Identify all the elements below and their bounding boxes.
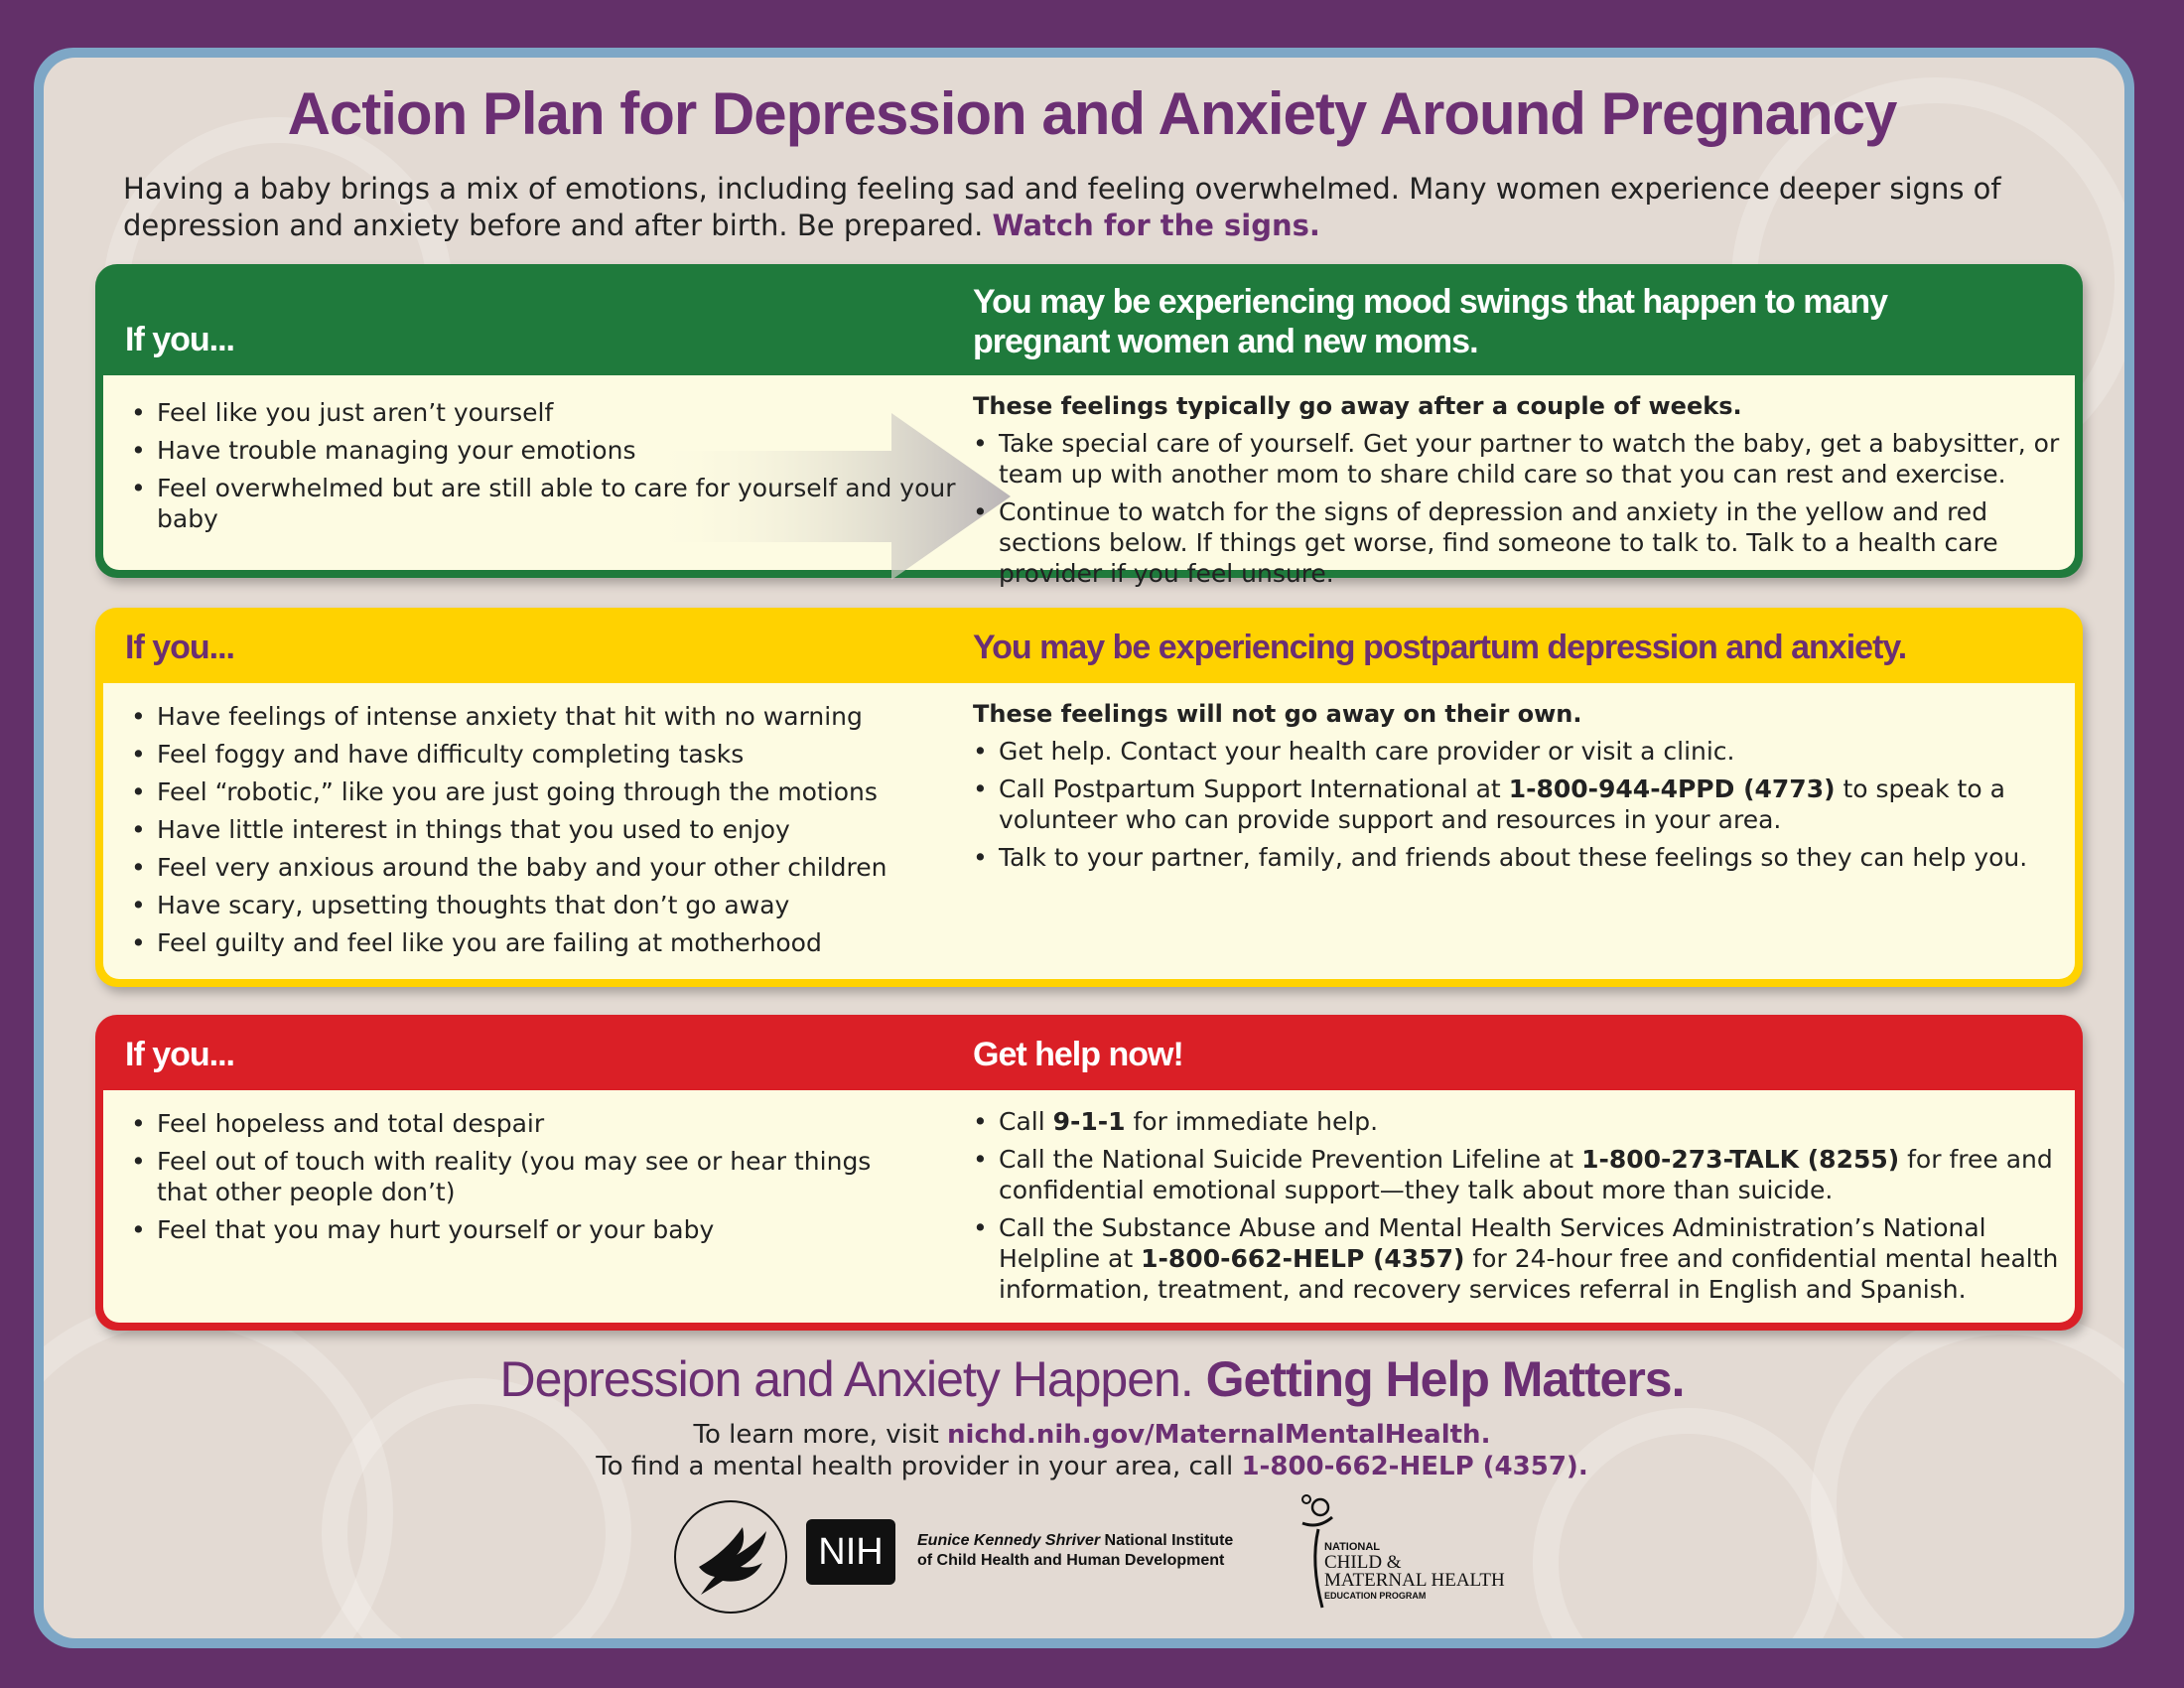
list-item xyxy=(973,1106,2075,1137)
list-item xyxy=(973,1144,2075,1205)
yellow-if-label: If you... xyxy=(125,629,234,666)
intro-highlight: Watch for the signs. xyxy=(992,209,1320,242)
nih-logo: NIH xyxy=(806,1519,895,1585)
yellow-section-header xyxy=(95,608,2083,683)
list-item: • Take special care of yourself. Get your partner to watch the baby, get a babysitter, or team up with another mom to share child care so that you can rest and exercise. xyxy=(973,428,2075,490)
yellow-symptom-list xyxy=(131,701,965,965)
red-symptom-list xyxy=(131,1108,925,1252)
yellow-section-body xyxy=(103,683,2075,979)
find-provider-line xyxy=(0,1452,2184,1481)
list-item: • Get help. Contact your health care provider or visit a clinic. xyxy=(973,736,2075,767)
list-item: • Feel hopeless and total despair xyxy=(131,1108,925,1139)
list-item: • Feel like you just aren’t yourself xyxy=(131,397,1005,428)
intro-text: Having a baby brings a mix of emotions, including feeling sad and feeling overwhelmed. Many women experience deeper signs of depression and anxiety before and after birth. Be prepared. xyxy=(123,172,2001,242)
action-text: Call xyxy=(999,1107,1053,1136)
list-item: • Continue to watch for the signs of depression and anxiety in the yellow and red sections below. If things get worse, find someone to talk to. Talk to a health care provider if you feel unsure. xyxy=(973,496,2075,589)
tagline-light: Depression and Anxiety Happen. xyxy=(499,1351,1193,1407)
list-item: • Feel “robotic,” like you are just going through the motions xyxy=(131,776,965,807)
list-item xyxy=(973,1212,2075,1305)
tagline xyxy=(0,1350,2184,1408)
list-item xyxy=(973,774,2075,835)
learn-text: To learn more, visit xyxy=(693,1420,948,1450)
action-text: for free and confidential emotional support—they talk about more than suicide. xyxy=(999,1145,2053,1204)
list-item: • Feel out of touch with reality (you may see or hear things that other people don’t) xyxy=(131,1146,925,1207)
hhs-eagle-seal-icon xyxy=(671,1497,790,1617)
learn-text: . xyxy=(1480,1420,1491,1450)
phone-number: 1-800-662-HELP (4357) xyxy=(1141,1244,1465,1273)
green-section-header xyxy=(95,264,2083,375)
list-item: • Have trouble managing your emotions xyxy=(131,435,1005,466)
action-text: Call Postpartum Support International at xyxy=(999,774,1509,803)
page-title: Action Plan for Depression and Anxiety Around Pregnancy xyxy=(287,80,1897,147)
yellow-heading: You may be experiencing postpartum depression and anxiety. xyxy=(973,629,1907,666)
phone-number: 1-800-662-HELP (4357) xyxy=(1241,1452,1578,1481)
green-action-list xyxy=(973,428,2075,589)
learn-more-line xyxy=(0,1420,2184,1450)
green-if-label: If you... xyxy=(125,321,234,358)
red-action-column xyxy=(973,1106,2075,1312)
green-section xyxy=(95,264,2083,588)
action-text: for immediate help. xyxy=(1125,1107,1379,1136)
mchb-line2: CHILD & xyxy=(1324,1552,1402,1573)
green-action-column xyxy=(973,391,2075,596)
yellow-lead: These feelings will not go away on their own. xyxy=(973,700,1582,728)
list-item: • Feel guilty and feel like you are failing at motherhood xyxy=(131,927,965,958)
find-text: To find a mental health provider in your area, call xyxy=(596,1452,1242,1481)
phone-number: 9-1-1 xyxy=(1052,1107,1126,1136)
mchb-line3: MATERNAL HEALTH xyxy=(1324,1570,1505,1591)
tagline-bold: Getting Help Matters. xyxy=(1205,1351,1685,1407)
red-action-list xyxy=(973,1106,2075,1305)
list-item: • Feel that you may hurt yourself or your baby xyxy=(131,1214,925,1245)
website-link[interactable]: nichd.nih.gov/MaternalMentalHealth xyxy=(947,1420,1481,1450)
list-item: • Talk to your partner, family, and friends about these feelings so they can help you. xyxy=(973,842,2075,873)
red-if-label: If you... xyxy=(125,1036,234,1073)
action-text: to speak to a volunteer who can provide support and resources in your area. xyxy=(999,774,2005,834)
list-item: • Have scary, upsetting thoughts that don’t go away xyxy=(131,890,965,920)
red-section-header xyxy=(95,1015,2083,1090)
action-text: Call the Substance Abuse and Mental Health Services Administration’s National Helpline at xyxy=(999,1213,1986,1273)
red-section xyxy=(95,1015,2083,1331)
green-heading: You may be experiencing mood swings that happen to many pregnant women and new moms. xyxy=(973,283,1888,360)
phone-number: 1-800-944-4PPD (4773) xyxy=(1508,774,1836,803)
nichd-name xyxy=(917,1531,1275,1571)
list-item: • Feel overwhelmed but are still able to care for yourself and your baby xyxy=(131,473,1005,534)
list-item: • Feel very anxious around the baby and your other children xyxy=(131,852,965,883)
yellow-section xyxy=(95,608,2083,987)
nichd-rest: National Institute xyxy=(1104,1532,1234,1549)
action-text: for 24-hour free and confidential mental health information, treatment, and recovery services referral in English and Spanish. xyxy=(999,1244,2059,1304)
nichd-line1 xyxy=(917,1531,1275,1551)
list-item: • Feel foggy and have difficulty completing tasks xyxy=(131,739,965,770)
green-symptom-list xyxy=(131,397,1005,541)
mchb-line1: NATIONAL xyxy=(1324,1541,1381,1553)
yellow-action-list xyxy=(973,736,2075,873)
mchb-line4: EDUCATION PROGRAM xyxy=(1324,1591,1427,1601)
action-text: Call the National Suicide Prevention Lifeline at xyxy=(999,1145,1582,1174)
red-section-body xyxy=(103,1090,2075,1323)
nichd-italic: Eunice Kennedy Shriver xyxy=(917,1532,1101,1549)
mchb-name xyxy=(1324,1541,1523,1602)
yellow-action-column xyxy=(973,699,2075,880)
list-item: • Have little interest in things that you used to enjoy xyxy=(131,814,965,845)
nichd-line2: of Child Health and Human Development xyxy=(917,1552,1225,1569)
green-lead: These feelings typically go away after a couple of weeks. xyxy=(973,392,1742,420)
list-item: • Have feelings of intense anxiety that hit with no warning xyxy=(131,701,965,732)
intro-paragraph xyxy=(123,171,2069,244)
find-text: . xyxy=(1577,1452,1588,1481)
red-heading: Get help now! xyxy=(973,1036,1183,1073)
phone-number: 1-800-273-TALK (8255) xyxy=(1581,1145,1900,1174)
green-section-body xyxy=(103,375,2075,588)
